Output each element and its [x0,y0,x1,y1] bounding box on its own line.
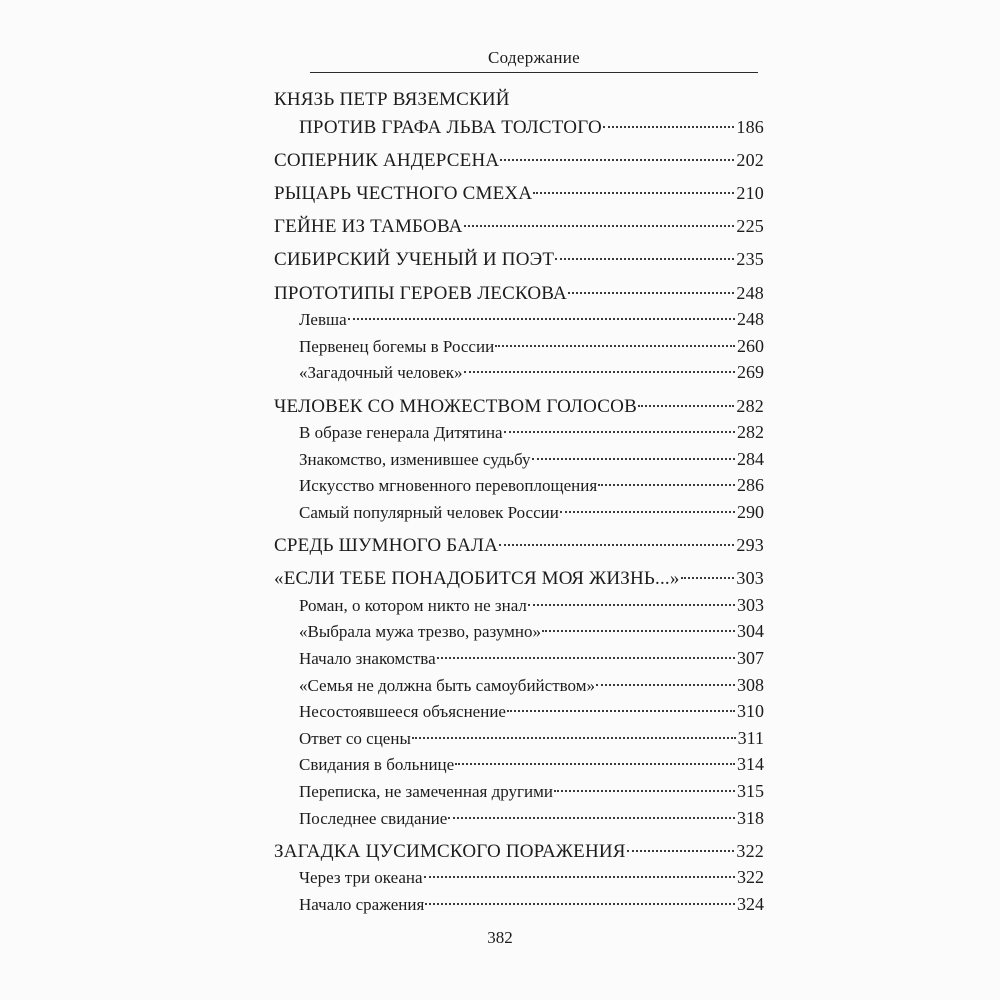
toc-subentry [274,725,764,752]
toc-dot-leader [495,345,735,347]
toc-entry-title: Последнее свидание [299,808,448,828]
toc-entry-title: Начало знакомства [299,649,436,669]
toc-entry-page: 248 [736,282,764,303]
toc-entry-title: СРЕДЬ ШУМНОГО БАЛА [274,535,498,557]
toc-entry-page: 186 [736,116,764,137]
toc-dot-leader [533,192,734,194]
toc-entry-title: СОПЕРНИК АНДЕРСЕНА [274,149,500,171]
toc-entry-page: 310 [737,701,764,722]
toc-dot-leader [499,544,734,546]
toc-entry-page: 286 [737,475,764,496]
toc-dot-leader [560,511,735,513]
toc-subentry [274,645,764,672]
toc-entry-title: «ЕСЛИ ТЕБЕ ПОНАДОБИТСЯ МОЯ ЖИЗНЬ...» [274,568,680,590]
toc-entry-title: «Загадочный человек» [299,363,463,383]
toc-entry-page: 318 [737,807,764,828]
toc-entry-page: 324 [737,893,764,914]
toc-subentry [274,499,764,526]
toc-entry-title: Через три океана [299,868,423,888]
toc-entry [274,246,764,273]
toc-entry-title: В образе генерала Дитятина [299,423,503,443]
toc-dot-leader [464,371,735,373]
toc-dot-leader [448,817,735,819]
toc-dot-leader [532,458,735,460]
toc-subentry [274,751,764,778]
toc-entry-page: 314 [737,754,764,775]
toc-entry-page: 210 [736,182,764,203]
toc-entry-page: 303 [737,594,764,615]
toc-entry-page: 308 [737,674,764,695]
toc-entry-page: 293 [736,535,764,556]
toc-entry-page: 235 [736,249,764,270]
toc-entry [274,213,764,240]
toc-entry-title: Ответ со сцены [299,728,411,748]
toc-entry-page: 225 [736,216,764,237]
toc-subentry [274,306,764,333]
toc-entry-page: 303 [736,568,764,589]
toc-subentry [274,805,764,832]
toc-subentry [274,864,764,891]
toc-dot-leader [504,431,735,433]
toc-entry [274,532,764,559]
toc-entry-title: Начало сражения [299,894,425,914]
toc-entry-title: ПРОТИВ ГРАФА ЛЬВА ТОЛСТОГО [299,116,602,138]
toc-subentry [274,778,764,805]
toc-subentry [274,698,764,725]
toc-dot-leader [627,850,735,852]
toc-entry [274,838,764,865]
toc-entry-page: 202 [736,149,764,170]
toc-subentry [274,419,764,446]
toc-subentry [274,592,764,619]
toc-dot-leader [348,318,735,320]
toc-dot-leader [542,630,735,632]
toc-entry-page: 269 [737,362,764,383]
toc-dot-leader [437,657,735,659]
toc-entry-title: Первенец богемы в России [299,336,495,356]
toc-subentry [274,333,764,360]
toc-subentry [274,672,764,699]
toc-dot-leader [554,790,735,792]
toc-entry-title: ГЕЙНЕ ИЗ ТАМБОВА [274,216,463,238]
toc-entry-page: 282 [737,422,764,443]
table-of-contents [274,87,764,918]
toc-dot-leader [555,258,734,260]
toc-dot-leader [500,159,734,161]
toc-entry-title: СИБИРСКИЙ УЧЕНЫЙ И ПОЭТ [274,249,555,271]
toc-subentry [274,359,764,386]
toc-dot-leader [455,763,735,765]
toc-dot-leader [568,292,734,294]
toc-dot-leader [507,710,735,712]
toc-entry-page: 307 [737,648,764,669]
toc-dot-leader [424,876,735,878]
toc-dot-leader [598,484,735,486]
toc-entry-title: Левша [299,310,347,330]
toc-entry-page: 311 [737,727,764,748]
toc-dot-leader [528,604,735,606]
toc-entry-title: ЗАГАДКА ЦУСИМСКОГО ПОРАЖЕНИЯ [274,840,626,862]
toc-entry-page: 290 [737,501,764,522]
toc-dot-leader [412,737,736,739]
toc-entry-page: 284 [737,448,764,469]
toc-subentry [274,891,764,918]
toc-entry-page: 322 [737,867,764,888]
toc-entry-title: Переписка, не замеченная другими [299,782,553,801]
toc-entry [274,565,764,592]
toc-entry-page: 315 [737,781,764,801]
toc-dot-leader [425,903,735,905]
toc-entry-title: КНЯЗЬ ПЕТР ВЯЗЕМСКИЙ [274,89,510,110]
toc-dot-leader [638,405,734,407]
toc-dot-leader [603,126,735,128]
header-rule [310,72,758,73]
page-number: 382 [487,928,513,947]
toc-entry [274,180,764,207]
toc-entry [274,147,764,174]
running-head-title: Содержание [487,48,581,67]
toc-dot-leader [464,225,735,227]
toc-entry-title: Знакомство, изменившее судьбу [299,449,531,469]
toc-entry [274,87,764,114]
toc-entry-page: 248 [737,309,764,330]
toc-entry-title: Самый популярный человек России [299,502,559,522]
toc-entry-title: Роман, о котором никто не знал [299,595,527,615]
toc-dot-leader [596,684,735,686]
toc-entry-title: «Семья не должна быть самоубийством» [299,675,595,695]
toc-entry-title: «Выбрала мужа трезво, разумно» [299,622,542,642]
toc-entry-title: Свидания в больнице [299,755,455,775]
toc-entry [274,280,764,307]
toc-entry-page: 322 [736,840,764,861]
toc-entry-title: ЧЕЛОВЕК СО МНОЖЕСТВОМ ГОЛОСОВ [274,395,637,417]
toc-subentry [274,446,764,473]
toc-entry-title: ПРОТОТИПЫ ГЕРОЕВ ЛЕСКОВА [274,282,567,304]
toc-entry [274,114,764,141]
toc-entry-page: 260 [737,335,764,356]
toc-entry [274,393,764,420]
toc-entry-title: Несостоявшееся объяснение [299,702,506,722]
toc-dot-leader [681,577,735,579]
toc-entry-title: Искусство мгновенного перевоплощения [299,476,598,496]
toc-entry-page: 304 [737,621,764,642]
toc-subentry [274,618,764,645]
toc-entry-page: 282 [736,395,764,416]
toc-subentry [274,472,764,499]
toc-entry-title: РЫЦАРЬ ЧЕСТНОГО СМЕХА [274,182,533,204]
